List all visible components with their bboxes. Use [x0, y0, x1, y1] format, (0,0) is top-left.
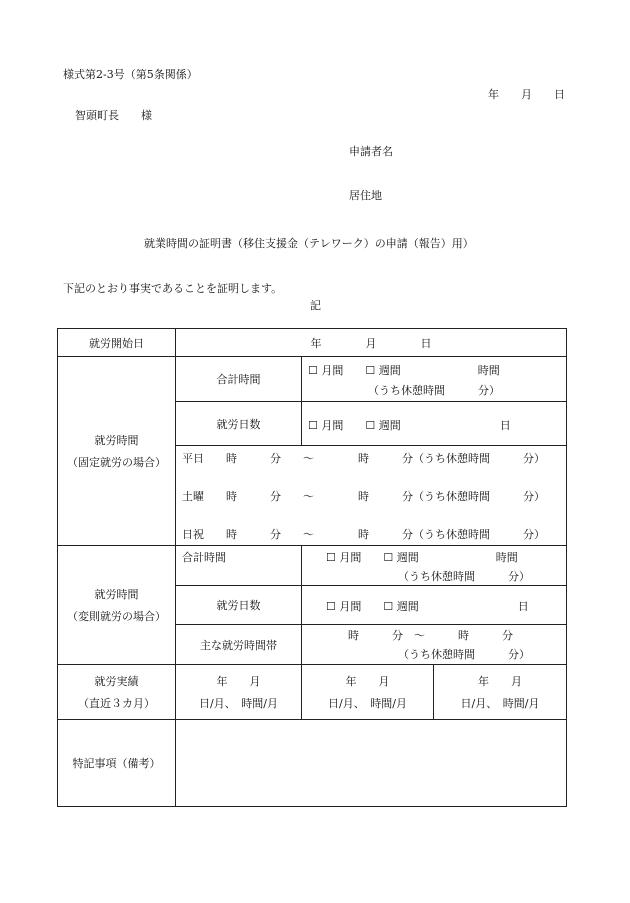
- remarks-label: 特記事項（備考）: [58, 720, 176, 807]
- fixed-days-value[interactable]: ☐ 月間 ☐ 週間 日: [302, 402, 567, 446]
- saturday-row: 土曜 時 分 ～ 時 分（うち休憩時間 分）: [182, 490, 545, 503]
- record-month-3[interactable]: 年 月 日/月、 時間/月: [434, 665, 567, 720]
- remarks-value[interactable]: [176, 720, 567, 807]
- form-number: 様式第2-3号（第5条関係）: [63, 68, 198, 81]
- certify-text: 下記のとおり事実であることを証明します。: [63, 282, 283, 295]
- variable-total-label: 合計時間: [176, 546, 302, 586]
- work-band-value[interactable]: 時 分 ～ 時 分 （うち休憩時間 分）: [302, 625, 567, 665]
- date-line: 年 月 日: [488, 88, 565, 101]
- fixed-days-label: 就労日数: [176, 402, 302, 446]
- ki-mark: 記: [310, 299, 321, 312]
- record-month-1[interactable]: 年 月 日/月、 時間/月: [176, 665, 302, 720]
- work-band-label: 主な就労時間帯: [176, 625, 302, 665]
- variable-days-label: 就労日数: [176, 586, 302, 625]
- certificate-table: [57, 328, 567, 807]
- fixed-total-label: 合計時間: [176, 357, 302, 402]
- addressee: 智頭町長 様: [75, 109, 152, 122]
- variable-hours-label: 就労時間 （変則就労の場合）: [58, 546, 176, 665]
- start-date-value[interactable]: 年 月 日: [176, 329, 567, 357]
- fixed-total-value[interactable]: ☐ 月間 ☐ 週間 時間 （うち休憩時間 分）: [302, 357, 567, 402]
- fixed-hours-label: 就労時間 （固定就労の場合）: [58, 357, 176, 546]
- document-title: 就業時間の証明書（移住支援金（テレワーク）の申請（報告）用）: [144, 237, 474, 250]
- start-date-label: 就労開始日: [58, 329, 176, 357]
- fixed-schedule[interactable]: [176, 446, 567, 546]
- record-month-2[interactable]: 年 月 日/月、 時間/月: [302, 665, 434, 720]
- holiday-row: 日祝 時 分 ～ 時 分（うち休憩時間 分）: [182, 528, 545, 541]
- residence-label: 居住地: [349, 189, 382, 202]
- applicant-name-label: 申請者名: [349, 145, 393, 158]
- work-record-label: 就労実績 （直近３カ月）: [58, 665, 176, 720]
- weekday-row: 平日 時 分 ～ 時 分（うち休憩時間 分）: [182, 452, 545, 465]
- variable-days-value[interactable]: ☐ 月間 ☐ 週間 日: [302, 586, 567, 625]
- variable-total-value[interactable]: ☐ 月間 ☐ 週間 時間 （うち休憩時間 分）: [302, 546, 567, 586]
